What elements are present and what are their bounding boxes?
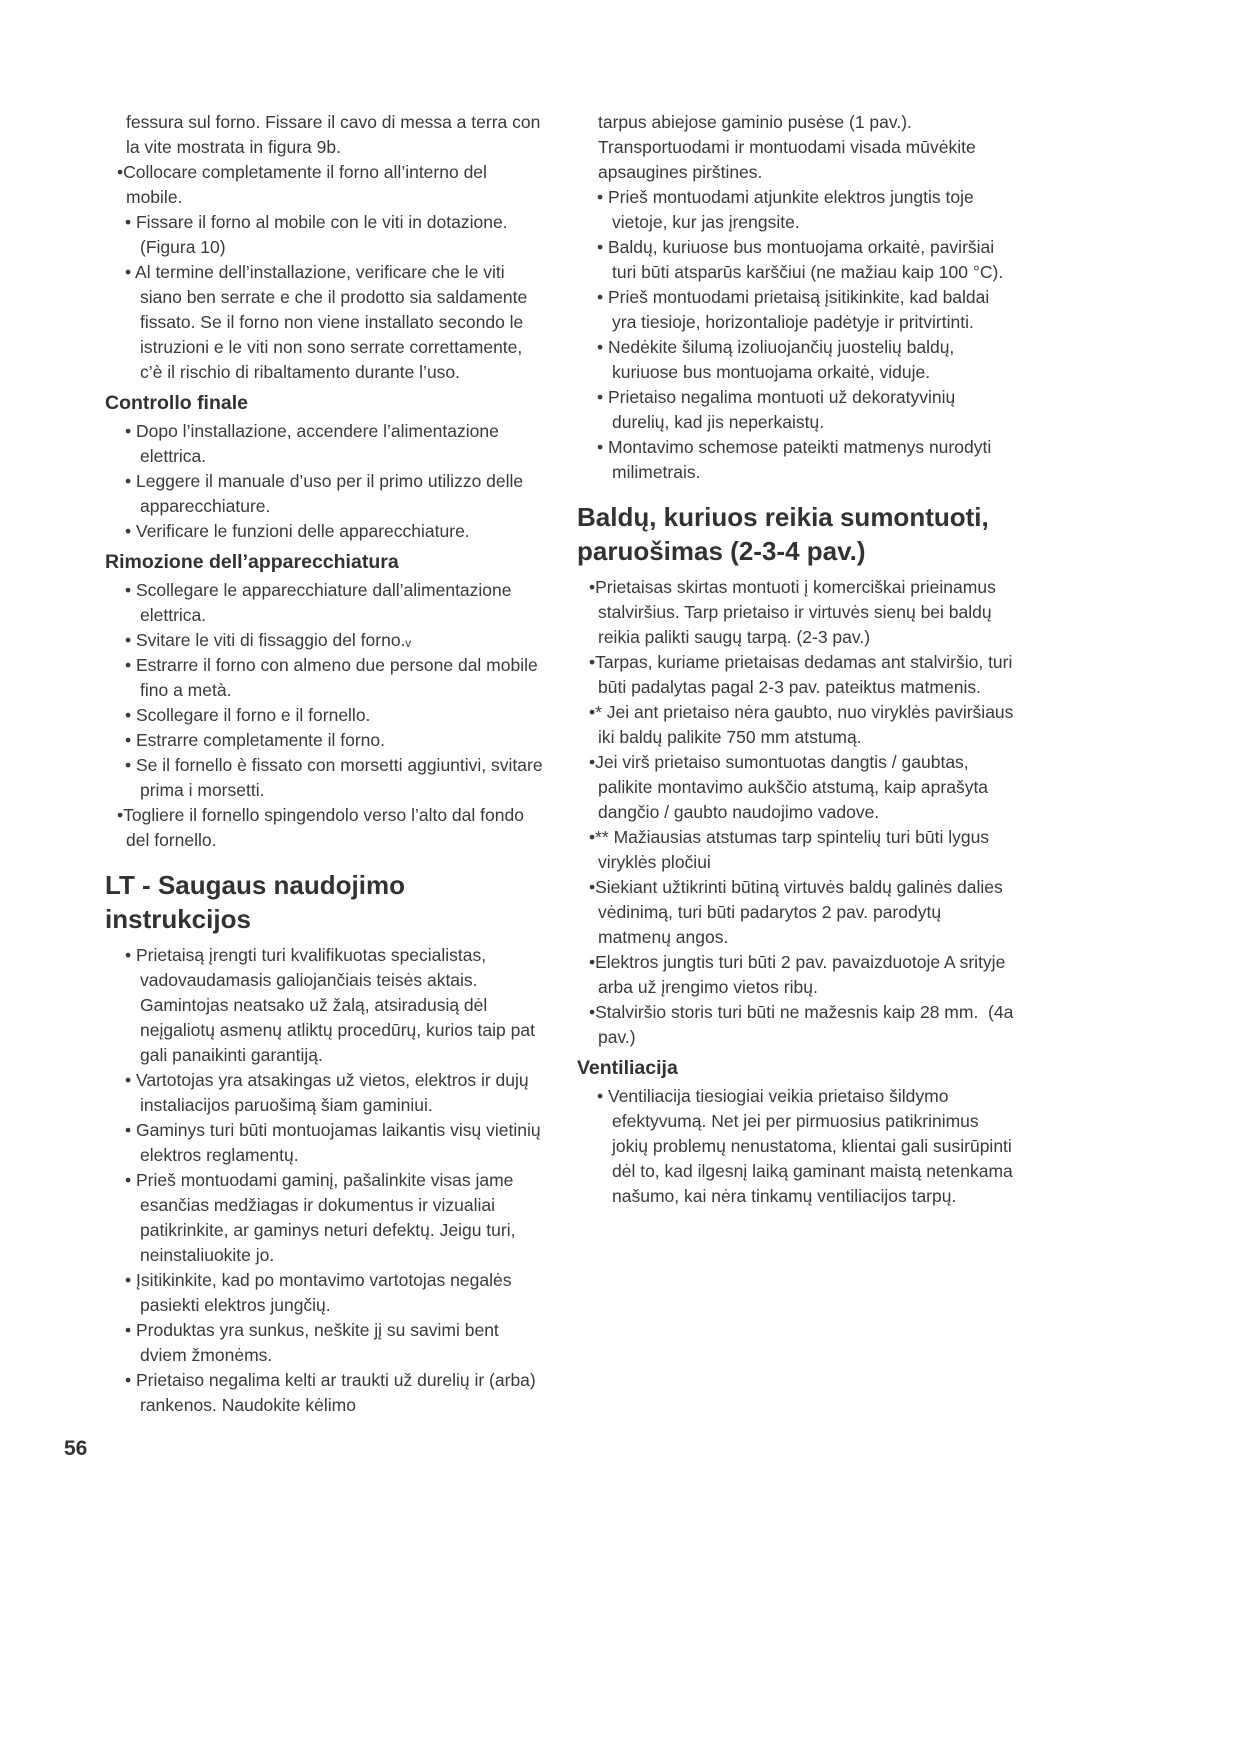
bullet-item: • Baldų, kuriuose bus montuojama orkaitė, paviršiai turi būti atsparūs karščiui (ne mažiau kaip 100 °C). [597,237,1004,282]
bullet-item: • Produktas yra sunkus, neškite jį su savimi bent dviem žmonėms. [125,1320,499,1365]
section-heading: Controllo finale [105,392,248,414]
bullet-item: • Nedėkite šilumą izoliuojančių juostelių baldų, kuriuose bus montuojama orkaitė, viduje. [597,337,955,382]
bullet-item: •Tarpas, kuriame prietaisas dedamas ant stalviršio, turi būti padalytas pagal 2-3 pav. pateiktus matmenis. [589,652,1013,697]
right-column [577,110,1015,1209]
bullet-item: • Prieš montuodami prietaisą įsitikinkite, kad baldai yra tiesioje, horizontalioje padėtyje ir pritvirtinti. [597,287,990,332]
section-heading: Rimozione dell’apparecchiatura [105,551,399,573]
bullet-item: • Prietaiso negalima kelti ar traukti už durelių ir (arba) rankenos. Naudokite kėlimo [125,1370,536,1415]
paragraph: tarpus abiejose gaminio pusėse (1 pav.). Transportuodami ir montuodami visada mūvėkite apsaugines pirštines. [598,112,976,182]
bullet-item: • Ventiliacija tiesiogiai veikia prietaiso šildymo efektyvumą. Net jei per pirmuosius patikrinimus jokių problemų nenustatoma, klientai gali susirūpinti dėl to, kad ilgesnį laiką gaminant maistą netenkama našumo, kai nėra tinkamų ventiliacijos tarpų. [597,1086,1013,1206]
page-content [105,110,1015,1418]
bullet-item: • Svitare le viti di fissaggio del forno.ᵥ [125,630,412,650]
chapter-heading: Baldų, kuriuos reikia sumontuoti, paruošimas (2-3-4 pav.) [577,502,989,566]
bullet-item: • Dopo l’installazione, accendere l’alimentazione elettrica. [125,421,499,466]
bullet-item: • Al termine dell’installazione, verificare che le viti siano ben serrate e che il prodotto sia saldamente fissato. Se il forno non viene installato secondo le istruzioni e le viti non sono serrate correttamente, c’è il rischio di ribaltamento durante l’uso. [125,262,528,382]
bullet-item: • Vartotojas yra atsakingas už vietos, elektros ir dujų instaliacijos paruošimą šiam gaminiui. [125,1070,529,1115]
chapter-heading: LT - Saugaus naudojimo instrukcijos [105,870,405,934]
bullet-item: • Įsitikinkite, kad po montavimo vartotojas negalės pasiekti elektros jungčių. [125,1270,512,1315]
bullet-item: • Gaminys turi būti montuojamas laikantis visų vietinių elektros reglamentų. [125,1120,541,1165]
bullet-item: • Se il fornello è fissato con morsetti aggiuntivi, svitare prima i morsetti. [125,755,543,800]
bullet-item: •Siekiant užtikrinti būtiną virtuvės baldų galinės dalies vėdinimą, turi būti padarytos 2 pav. parodytų matmenų angos. [589,877,1003,947]
bullet-item: •* Jei ant prietaiso nėra gaubto, nuo viryklės paviršiaus iki baldų palikite 750 mm atstumą. [589,702,1014,747]
bullet-item: • Fissare il forno al mobile con le viti in dotazione. (Figura 10) [125,212,508,257]
section-heading: Ventiliacija [577,1057,678,1079]
bullet-item: • Prieš montuodami gaminį, pašalinkite visas jame esančias medžiagas ir dokumentus ir vizualiai patikrinkite, ar gaminys neturi defektų. Jeigu turi, neinstaliuokite jo. [125,1170,516,1265]
bullet-item: •** Mažiausias atstumas tarp spintelių turi būti lygus viryklės pločiui [589,827,990,872]
bullet-item: • Prieš montuodami atjunkite elektros jungtis toje vietoje, kur jas įrengsite. [597,187,974,232]
bullet-item: • Estrarre il forno con almeno due persone dal mobile fino a metà. [125,655,538,700]
bullet-item: • Montavimo schemose pateikti matmenys nurodyti milimetrais. [597,437,992,482]
bullet-item: •Collocare completamente il forno all’interno del mobile. [117,162,487,207]
bullet-item: • Scollegare il forno e il fornello. [125,705,371,725]
left-column [105,110,543,1418]
bullet-item: • Prietaiso negalima montuoti už dekoratyvinių durelių, kad jis neperkaistų. [597,387,956,432]
bullet-item: • Scollegare le apparecchiature dall’alimentazione elettrica. [125,580,512,625]
bullet-item: • Prietaisą įrengti turi kvalifikuotas specialistas, vadovaudamasis galiojančiais teisės aktais. Gamintojas neatsako už žalą, atsiradusią dėl neįgaliotų asmenų atliktų procedūrų, kurios taip pat gali panaikinti garantiją. [125,945,535,1065]
bullet-item: • Leggere il manuale d’uso per il primo utilizzo delle apparecchiature. [125,471,524,516]
bullet-item: •Jei virš prietaiso sumontuotas dangtis / gaubtas, palikite montavimo aukščio atstumą, kaip aprašyta dangčio / gaubto naudojimo vadove. [589,752,989,822]
bullet-item: •Prietaisas skirtas montuoti į komerciškai prieinamus stalviršius. Tarp prietaiso ir virtuvės sienų bei baldų reikia palikti saugų tarpą. (2-3 pav.) [589,577,996,647]
bullet-item: • Estrarre completamente il forno. [125,730,385,750]
bullet-item: •Elektros jungtis turi būti 2 pav. pavaizduotoje A srityje arba už įrengimo vietos ribų. [589,952,1006,997]
paragraph: fessura sul forno. Fissare il cavo di messa a terra con la vite mostrata in figura 9b. [126,112,541,157]
bullet-item: • Verificare le funzioni delle apparecchiature. [125,521,470,541]
bullet-item: •Stalviršio storis turi būti ne mažesnis kaip 28 mm. (4a pav.) [589,1002,1014,1047]
page-number: 56 [64,1437,88,1460]
bullet-item: •Togliere il fornello spingendolo verso l’alto dal fondo del fornello. [117,805,524,850]
